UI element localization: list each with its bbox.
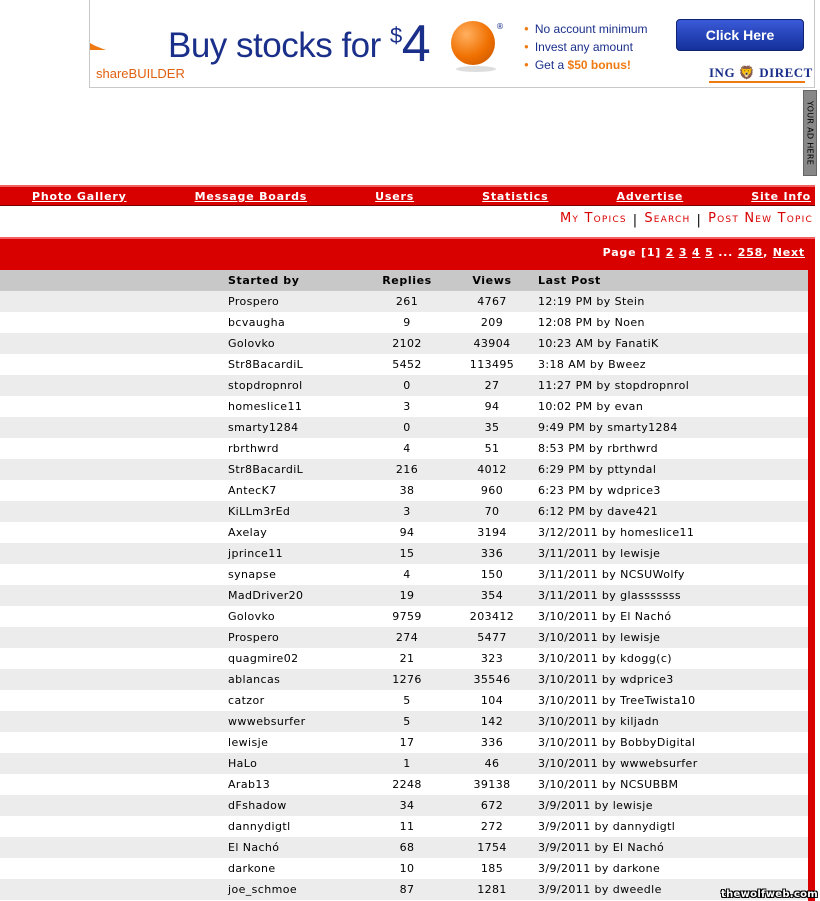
started-by-cell[interactable]: wwwebsurfer: [228, 715, 306, 728]
table-row[interactable]: [0, 690, 808, 711]
subnav-separator: |: [696, 213, 703, 228]
subnav-separator: |: [632, 213, 639, 228]
table-row[interactable]: [0, 585, 808, 606]
last-post-cell[interactable]: 3/10/2011 by lewisje: [538, 631, 661, 644]
topic-table: [0, 270, 808, 901]
ad-bullet-prefix: Get a: [534, 58, 568, 72]
replies-cell: 5452: [392, 358, 422, 371]
last-post-cell[interactable]: 6:29 PM by pttyndal: [538, 463, 657, 476]
lion-icon: 🦁: [738, 65, 756, 80]
ing-underline: [709, 81, 805, 83]
replies-cell: 261: [395, 295, 419, 308]
views-cell: 3194: [477, 526, 507, 539]
views-cell: 203412: [469, 610, 515, 623]
views-cell: 672: [480, 799, 504, 812]
last-post-cell[interactable]: 3/9/2011 by El Nachó: [538, 841, 665, 854]
started-by-cell[interactable]: joe_schmoe: [228, 883, 298, 896]
replies-cell: 38: [399, 484, 415, 497]
views-cell: 4012: [477, 463, 507, 476]
last-post-cell[interactable]: 10:02 PM by evan: [538, 400, 644, 413]
table-row[interactable]: [0, 291, 808, 312]
started-by-cell[interactable]: lewisje: [228, 736, 269, 749]
started-by-cell[interactable]: catzor: [228, 694, 265, 707]
views-cell: 46: [484, 757, 500, 770]
started-by-cell[interactable]: smarty1284: [228, 421, 299, 434]
replies-cell: 3: [403, 505, 411, 518]
registered-mark: ®: [496, 22, 504, 31]
last-post-cell[interactable]: 3/10/2011 by kdogg(c): [538, 652, 672, 665]
table-row[interactable]: [0, 858, 808, 879]
next-page-link[interactable]: Next: [772, 246, 805, 259]
started-by-cell[interactable]: quagmire02: [228, 652, 299, 665]
replies-cell: 4: [403, 568, 411, 581]
last-post-cell[interactable]: 3/9/2011 by lewisje: [538, 799, 653, 812]
table-row[interactable]: [0, 354, 808, 375]
started-by-cell[interactable]: KiLLm3rEd: [228, 505, 291, 518]
table-row[interactable]: [0, 501, 808, 522]
table-row[interactable]: [0, 375, 808, 396]
nav-site-info[interactable]: Site Info: [751, 189, 811, 203]
table-row[interactable]: [0, 774, 808, 795]
header-views[interactable]: Views: [472, 274, 512, 287]
replies-cell: 9: [403, 316, 411, 329]
ad-headline-amount: 4: [401, 15, 431, 73]
table-row[interactable]: [0, 837, 808, 858]
started-by-cell[interactable]: Axelay: [228, 526, 268, 539]
last-post-cell[interactable]: 12:08 PM by Noen: [538, 316, 645, 329]
last-post-cell[interactable]: 3/10/2011 by wdprice3: [538, 673, 674, 686]
last-post-cell[interactable]: 8:53 PM by rbrthwrd: [538, 442, 659, 455]
last-post-cell[interactable]: 3/11/2011 by glasssssss: [538, 589, 681, 602]
page-link[interactable]: 4: [691, 246, 701, 259]
views-cell: 336: [480, 547, 504, 560]
started-by-cell[interactable]: Arab13: [228, 778, 271, 791]
last-post-cell[interactable]: 3/10/2011 by wwwebsurfer: [538, 757, 698, 770]
replies-cell: 15: [399, 547, 415, 560]
ad-brand: shareBUILDER: [96, 66, 185, 81]
replies-cell: 5: [403, 715, 411, 728]
table-row[interactable]: [0, 522, 808, 543]
views-cell: 960: [480, 484, 504, 497]
table-row[interactable]: [0, 417, 808, 438]
last-post-cell[interactable]: 3/11/2011 by NCSUWolfy: [538, 568, 685, 581]
last-post-cell[interactable]: 3:18 AM by Bweez: [538, 358, 646, 371]
started-by-cell[interactable]: jprince11: [228, 547, 284, 560]
started-by-cell[interactable]: Str8BacardiL: [228, 463, 304, 476]
ad-bullet-list: [524, 20, 648, 74]
replies-cell: 216: [395, 463, 419, 476]
last-post-cell[interactable]: 3/10/2011 by NCSUBBM: [538, 778, 679, 791]
ball-shadow: [456, 66, 496, 72]
views-cell: 94: [484, 400, 500, 413]
page-label: Page: [602, 246, 637, 259]
ing-direct-logo: [709, 65, 813, 81]
replies-cell: 34: [399, 799, 415, 812]
header-started-by[interactable]: Started by: [228, 274, 300, 287]
last-post-cell[interactable]: 6:12 PM by dave421: [538, 505, 659, 518]
views-cell: 354: [480, 589, 504, 602]
last-post-cell[interactable]: 3/9/2011 by darkone: [538, 862, 661, 875]
page-ellipsis: ...: [718, 246, 734, 259]
table-row[interactable]: [0, 648, 808, 669]
page-link[interactable]: 3: [678, 246, 688, 259]
page-link[interactable]: 2: [665, 246, 675, 259]
table-row[interactable]: [0, 312, 808, 333]
post-new-topic-link[interactable]: Post New Topic: [708, 211, 813, 226]
ad-click-here-button[interactable]: Click Here: [676, 19, 804, 51]
ad-bullet: ● No account minimum: [524, 20, 648, 38]
table-row[interactable]: [0, 333, 808, 354]
site-watermark: thewolfweb.com: [721, 889, 818, 900]
last-post-cell[interactable]: 10:23 AM by FanatiK: [538, 337, 659, 350]
started-by-cell[interactable]: stopdropnrol: [228, 379, 303, 392]
views-cell: 104: [480, 694, 504, 707]
replies-cell: 5: [403, 694, 411, 707]
started-by-cell[interactable]: darkone: [228, 862, 276, 875]
orange-ball-icon: [451, 21, 495, 65]
table-row[interactable]: [0, 753, 808, 774]
nav-statistics[interactable]: Statistics: [482, 189, 549, 203]
nav-advertise[interactable]: Advertise: [616, 189, 684, 203]
views-cell: 336: [480, 736, 504, 749]
replies-cell: 1276: [392, 673, 422, 686]
replies-cell: 0: [403, 379, 411, 392]
pagination: [603, 246, 805, 259]
replies-cell: 68: [399, 841, 415, 854]
ing-text: ING: [709, 65, 736, 80]
table-row[interactable]: [0, 795, 808, 816]
last-post-cell[interactable]: 3/10/2011 by kiljadn: [538, 715, 660, 728]
started-by-cell[interactable]: bcvaugha: [228, 316, 286, 329]
ad-headline-prefix: Buy stocks for: [168, 26, 391, 65]
last-post-cell[interactable]: 6:23 PM by wdprice3: [538, 484, 661, 497]
last-post-cell[interactable]: 3/10/2011 by TreeTwista10: [538, 694, 696, 707]
table-row[interactable]: [0, 543, 808, 564]
table-header-row: [0, 270, 808, 291]
replies-cell: 1: [403, 757, 411, 770]
my-topics-link[interactable]: My Topics: [560, 211, 627, 226]
sub-nav: [560, 211, 813, 226]
last-page-link[interactable]: 258: [737, 246, 764, 259]
last-post-cell[interactable]: 3/10/2011 by BobbyDigital: [538, 736, 696, 749]
nav-message-boards[interactable]: Message Boards: [194, 189, 308, 203]
replies-cell: 10: [399, 862, 415, 875]
ad-banner[interactable]: [89, 0, 815, 88]
pager-comma: ,: [763, 246, 769, 259]
replies-cell: 3: [403, 400, 411, 413]
ad-headline: [168, 14, 430, 74]
views-cell: 323: [480, 652, 504, 665]
replies-cell: 4: [403, 442, 411, 455]
your-ad-label: YOUR AD HERE: [805, 100, 815, 166]
last-post-cell[interactable]: 3/9/2011 by dweedle: [538, 883, 662, 896]
table-row[interactable]: [0, 732, 808, 753]
last-post-cell[interactable]: 9:49 PM by smarty1284: [538, 421, 678, 434]
header-last-post[interactable]: Last Post: [538, 274, 601, 287]
main-nav: [0, 185, 815, 206]
header-replies[interactable]: Replies: [382, 274, 432, 287]
views-cell: 35546: [473, 673, 511, 686]
replies-cell: 2248: [392, 778, 422, 791]
views-cell: 5477: [477, 631, 507, 644]
started-by-cell[interactable]: El Nachó: [228, 841, 280, 854]
started-by-cell[interactable]: homeslice11: [228, 400, 303, 413]
replies-cell: 9759: [392, 610, 422, 623]
direct-text: DIRECT: [759, 65, 813, 80]
sharebuilder-logo: [96, 66, 185, 81]
views-cell: 1281: [477, 883, 507, 896]
replies-cell: 11: [399, 820, 415, 833]
topic-list-panel: [0, 237, 815, 901]
table-row[interactable]: [0, 669, 808, 690]
last-post-cell[interactable]: 11:27 PM by stopdropnrol: [538, 379, 690, 392]
table-row[interactable]: [0, 606, 808, 627]
nav-photo-gallery[interactable]: Photo Gallery: [32, 189, 127, 203]
replies-cell: 19: [399, 589, 415, 602]
started-by-cell[interactable]: HaLo: [228, 757, 258, 770]
started-by-cell[interactable]: dannydigtl: [228, 820, 291, 833]
table-row[interactable]: [0, 879, 808, 900]
views-cell: 209: [480, 316, 504, 329]
replies-cell: 17: [399, 736, 415, 749]
current-page: [1]: [641, 246, 662, 259]
search-link[interactable]: Search: [644, 211, 691, 226]
views-cell: 150: [480, 568, 504, 581]
views-cell: 272: [480, 820, 504, 833]
started-by-cell[interactable]: Golovko: [228, 337, 276, 350]
started-by-cell[interactable]: ablancas: [228, 673, 281, 686]
table-row[interactable]: [0, 816, 808, 837]
views-cell: 43904: [473, 337, 511, 350]
last-post-cell[interactable]: 3/10/2011 by El Nachó: [538, 610, 672, 623]
started-by-cell[interactable]: Str8BacardiL: [228, 358, 304, 371]
views-cell: 142: [480, 715, 504, 728]
table-row[interactable]: [0, 627, 808, 648]
table-row[interactable]: [0, 480, 808, 501]
your-ad-here-tab[interactable]: [803, 90, 817, 176]
table-row[interactable]: [0, 564, 808, 585]
page-link[interactable]: 5: [705, 246, 714, 259]
replies-cell: 0: [403, 421, 411, 434]
table-row[interactable]: [0, 459, 808, 480]
views-cell: 35: [484, 421, 500, 434]
views-cell: 27: [484, 379, 500, 392]
replies-cell: 21: [399, 652, 415, 665]
views-cell: 1754: [477, 841, 507, 854]
started-by-cell[interactable]: AntecK7: [228, 484, 277, 497]
ad-bullet: [524, 56, 648, 74]
views-cell: 113495: [469, 358, 515, 371]
ad-bonus: $50 bonus!: [567, 58, 631, 72]
last-post-cell[interactable]: 12:19 PM by Stein: [538, 295, 645, 308]
ad-headline-dollar: $: [390, 23, 402, 48]
replies-cell: 94: [399, 526, 415, 539]
replies-cell: 87: [399, 883, 415, 896]
views-cell: 185: [480, 862, 504, 875]
started-by-cell[interactable]: MadDriver20: [228, 589, 304, 602]
replies-cell: 274: [395, 631, 419, 644]
nav-users[interactable]: Users: [375, 189, 415, 203]
started-by-cell[interactable]: Prospero: [228, 631, 280, 644]
started-by-cell[interactable]: rbrthwrd: [228, 442, 279, 455]
views-cell: 51: [484, 442, 500, 455]
views-cell: 39138: [473, 778, 511, 791]
started-by-cell[interactable]: Golovko: [228, 610, 276, 623]
table-row[interactable]: [0, 396, 808, 417]
ad-bullet: ● Invest any amount: [524, 38, 648, 56]
last-post-cell[interactable]: 3/12/2011 by homeslice11: [538, 526, 695, 539]
started-by-cell[interactable]: dFshadow: [228, 799, 287, 812]
table-row[interactable]: [0, 438, 808, 459]
started-by-cell[interactable]: synapse: [228, 568, 277, 581]
started-by-cell[interactable]: Prospero: [228, 295, 280, 308]
replies-cell: 2102: [392, 337, 422, 350]
last-post-cell[interactable]: 3/11/2011 by lewisje: [538, 547, 661, 560]
table-row[interactable]: [0, 711, 808, 732]
last-post-cell[interactable]: 3/9/2011 by dannydigtl: [538, 820, 676, 833]
views-cell: 4767: [477, 295, 507, 308]
views-cell: 70: [484, 505, 500, 518]
